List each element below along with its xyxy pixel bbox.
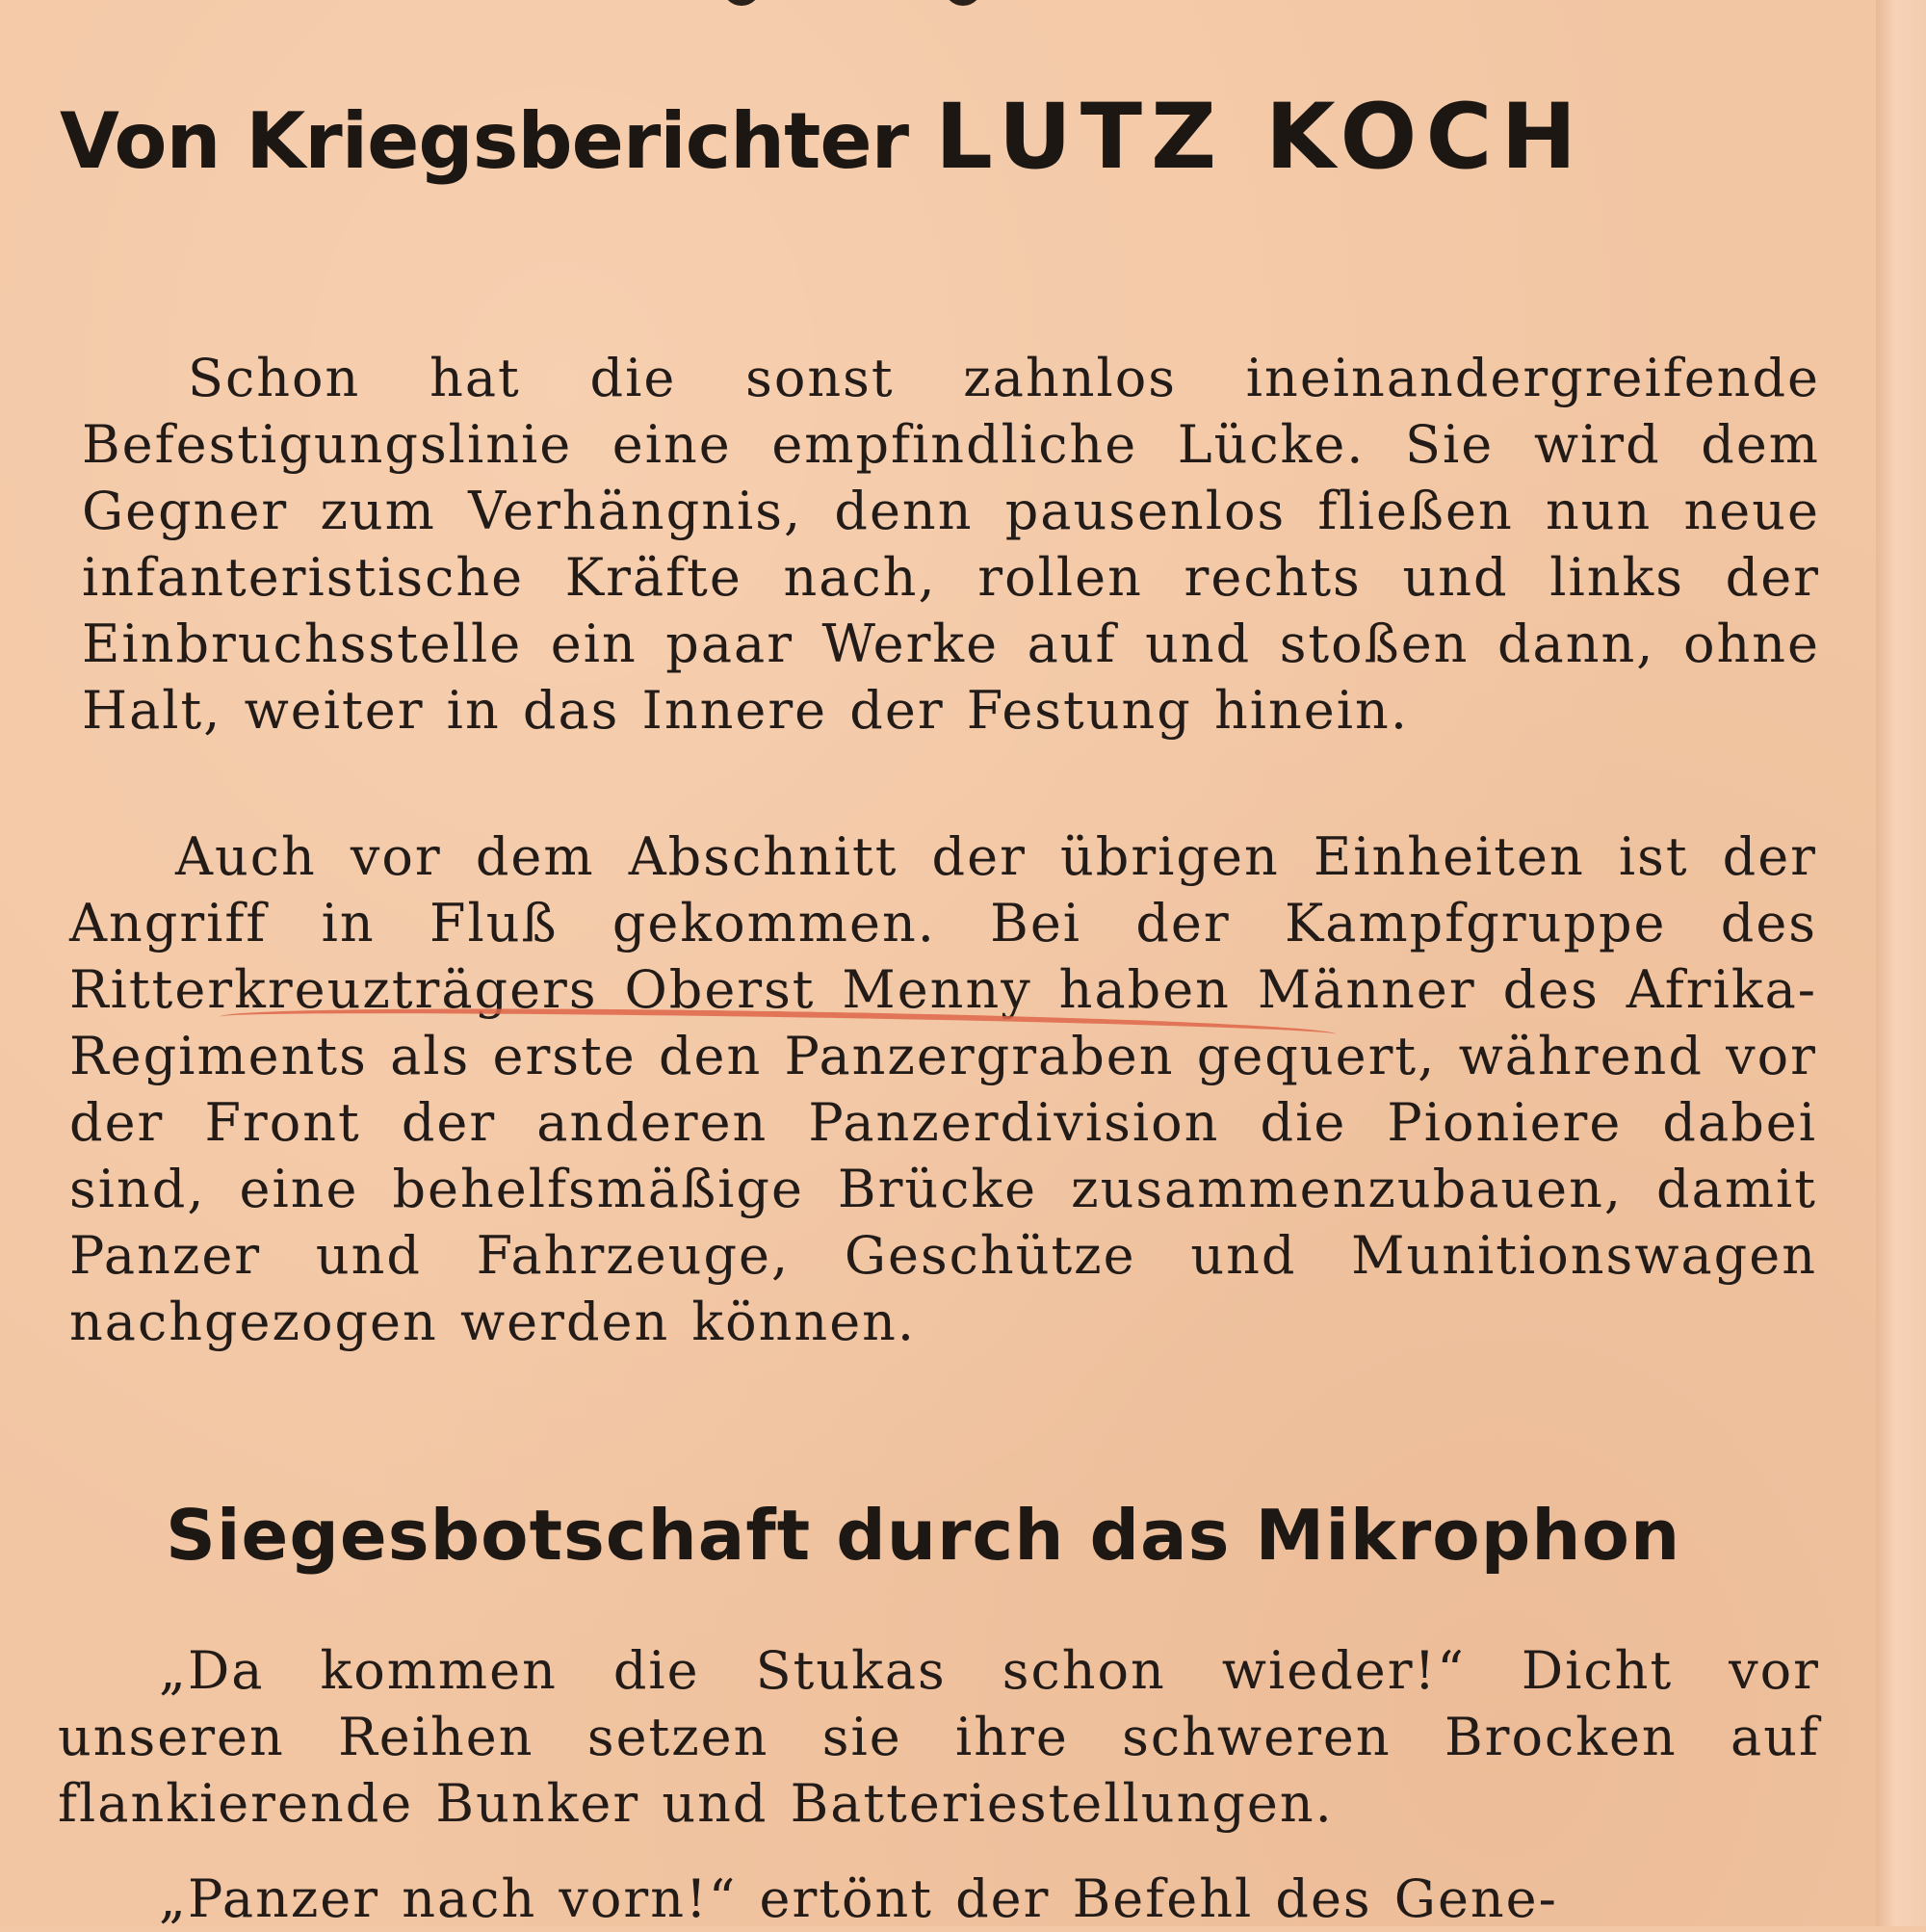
byline-author: LUTZ KOCH: [935, 85, 1586, 190]
underlined-name: Ritterkreuzträgers Oberst Menny: [69, 959, 1032, 1020]
byline-lead: Von Kriegsberichter: [60, 96, 909, 186]
paragraph-1-text: Schon hat die sonst zahnlos ineinandergreifende Befestigungslinie eine empfindliche Lücke. Sie wird dem Gegner zum Verhängnis, denn pausenlos fließen nun neue infanteristische Kräfte nach, rollen rechts und links der Einbruchsstelle ein paar Werke auf und stoßen dann, ohne Halt, weiter in das Innere der Festung hinein.: [82, 348, 1820, 741]
paper-edge: [1876, 0, 1926, 1926]
paragraph-2: [69, 823, 1817, 1355]
paragraph-2-text-end: haben Männer des Afrika-Regiments als erste den Panzergraben gequert, während vor der Front der anderen Panzerdivision die Pioniere dabei sind, eine behelfsmäßige Brücke zusammenzubauen, damit Panzer und Fahrzeuge, Geschütze und Munitionswagen nachgezogen werden können.: [69, 959, 1818, 1352]
paragraph-3-text: „Da kommen die Stukas schon wieder!“ Dicht vor unseren Reihen setzen sie ihre schweren Brocken auf flankierende Bunker und Batteriestellungen.: [58, 1640, 1820, 1834]
paragraph-2-text-start: Auch vor dem Abschnitt der übrigen Einheiten ist der Angriff in Fluß gekommen. Bei der Kampfgruppe des: [69, 826, 1817, 953]
cut-off-headline-fragment: [703, 0, 1021, 6]
paragraph-4: [58, 1866, 1820, 1932]
section-subheading: Siegesbotschaft durch das Mikrophon: [166, 1495, 1681, 1576]
paragraph-4-text: „Panzer nach vorn!“ ertönt der Befehl des Gene-: [159, 1868, 1558, 1929]
paragraph-3: [58, 1637, 1820, 1837]
paragraph-1: [82, 345, 1820, 744]
byline: [60, 85, 1832, 200]
